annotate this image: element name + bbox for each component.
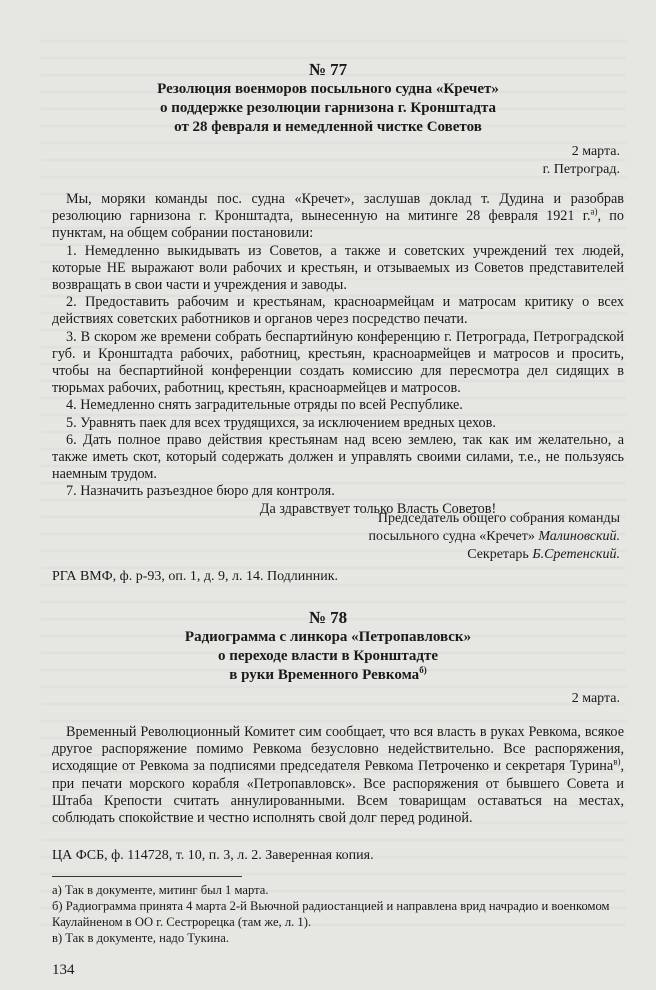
doc77-intro-end: , по пунктам, на общем собрании постановили: — [52, 208, 624, 242]
footnote-ref: б) — [419, 665, 427, 675]
doc78-number: № 78 — [308, 608, 348, 627]
doc77-point: 1. Немедленно выкидывать из Советов, а также и советских учреждений тех людей, которые НЕ выражают воли рабочих и крестьян, и отзываемых из Советов представителей возвращать в свои части и учреждения и заводы. — [52, 242, 624, 294]
footnote-text: Радиограмма принята 4 марта 2-й Вьючной радиостанцией и направлена врид начрадио и военкомом Каулайненом в ОО г. Сестрорецка (там же, л. 1). — [52, 899, 610, 929]
doc77-body — [52, 191, 624, 518]
footnote-mark: а) — [52, 883, 62, 897]
doc78-title-line — [60, 666, 596, 685]
doc77-intro-text: Мы, моряки команды пос. судна «Кречет», заслушав доклад т. Дудина и разобрав резолюцию гарнизона г. Кронштадта, вынесенную на митинге 28 февраля 1921 г. — [52, 191, 624, 225]
doc77-point: 6. Дать полное право действия крестьянам над всею землею, так как им желательно, а также иметь скот, который содержать должен и управлять своими силами, т.е., не пользуясь наемным трудом. — [52, 431, 624, 483]
footnote-mark: б) — [52, 899, 63, 913]
footnote-text: Так в документе, митинг был 1 марта. — [61, 883, 269, 897]
sig-role: Секретарь — [467, 547, 529, 562]
footnote-rule — [52, 876, 242, 877]
doc78-title-line: Радиограмма с линкора «Петропавловск» — [184, 629, 472, 645]
doc77-point: 3. В скором же времени собрать беспартийную конференцию г. Петрограда, Петроградской губ. и Кронштадта рабочих, работниц, крестьян, красноармейцев и матросов и просить, чтобы на беспартийной конференции создать комиссию для пересмотра дел сидящих в тюрьмах рабочих, работниц, крестьян, красноармейцев и матросов. — [52, 328, 624, 397]
doc77-date: 2 марта. — [571, 144, 620, 159]
doc78-title — [60, 628, 596, 685]
doc78-body — [52, 724, 624, 827]
sig-line — [369, 546, 620, 564]
doc77-place: г. Петроград. — [542, 162, 620, 177]
doc77-number: № 77 — [308, 60, 348, 79]
footnotes — [52, 882, 632, 946]
doc77-point: 7. Назначить разъездное бюро для контроля. — [66, 483, 335, 500]
doc77-point: 5. Уравнять паек для всех трудящихся, за исключением вредных цехов. — [66, 414, 496, 431]
doc78-text-a: Временный Революционный Комитет сим сообщает, что вся власть в руках Ревкома, всякое другое распоряжение помимо Ревкома безусловно недействительно. Все распоряжения, исходящие от Ревкома за подписями председателя Ревкома Петроченко и секретаря Турина — [52, 724, 624, 775]
footnote-text: Так в документе, надо Тукина. — [62, 931, 229, 945]
sig-name: Б.Сретенский. — [532, 547, 620, 562]
doc77-signatures — [369, 510, 620, 564]
footnote-ref: а) — [590, 206, 598, 217]
doc78-text — [52, 724, 624, 827]
footnote-ref: в) — [613, 756, 621, 767]
page-number: 134 — [52, 962, 75, 978]
doc77-closing: Да здравствует только Власть Советов! — [259, 500, 497, 517]
doc77-source: РГА ВМФ, ф. р-93, оп. 1, д. 9, л. 14. Подлинник. — [52, 569, 339, 584]
doc78-source: ЦА ФСБ, ф. 114728, т. 10, п. 3, л. 2. Заверенная копия. — [52, 848, 374, 863]
doc77-title-line: о поддержке резолюции гарнизона г. Кронштадта — [159, 100, 497, 116]
doc77-point: 2. Предоставить рабочим и крестьянам, красноармейцам и матросам критику о всех действиях советских работников и органов через посредство печати. — [52, 294, 624, 328]
doc78-text-b: , при печати морского корабля «Петропавловск». Все распоряжения от бывшего Совета и Штаба Крепости считать аннулированными. Всем товарищам оставаться на местах, соблюдать спокойствие и честно исполнять свой долг перед родиной. — [52, 758, 624, 827]
doc77-title-line: от 28 февраля и немедленной чистке Советов — [174, 119, 482, 135]
footnote-mark: в) — [52, 931, 63, 945]
footnote — [52, 898, 632, 930]
sig-name: Малиновский. — [538, 529, 620, 544]
doc77-title-line: Резолюция военморов посыльного судна «Кречет» — [157, 81, 499, 97]
doc78-date: 2 марта. — [571, 691, 620, 706]
footnote — [52, 930, 632, 946]
sig-line — [369, 528, 620, 546]
footnote — [52, 882, 632, 898]
doc77-point: 4. Немедленно снять заградительные отряды по всей Республике. — [66, 397, 463, 414]
sig-role: посыльного судна «Кречет» — [368, 529, 535, 544]
doc78-title-line: о переходе власти в Кронштадте — [217, 648, 439, 664]
doc77-intro — [52, 191, 624, 243]
doc77-title — [60, 80, 596, 137]
doc78-title-text: в руки Временного Ревкома — [229, 667, 420, 683]
sig-line: Председатель общего собрания команды — [377, 511, 620, 526]
doc77-date-place — [543, 143, 620, 179]
